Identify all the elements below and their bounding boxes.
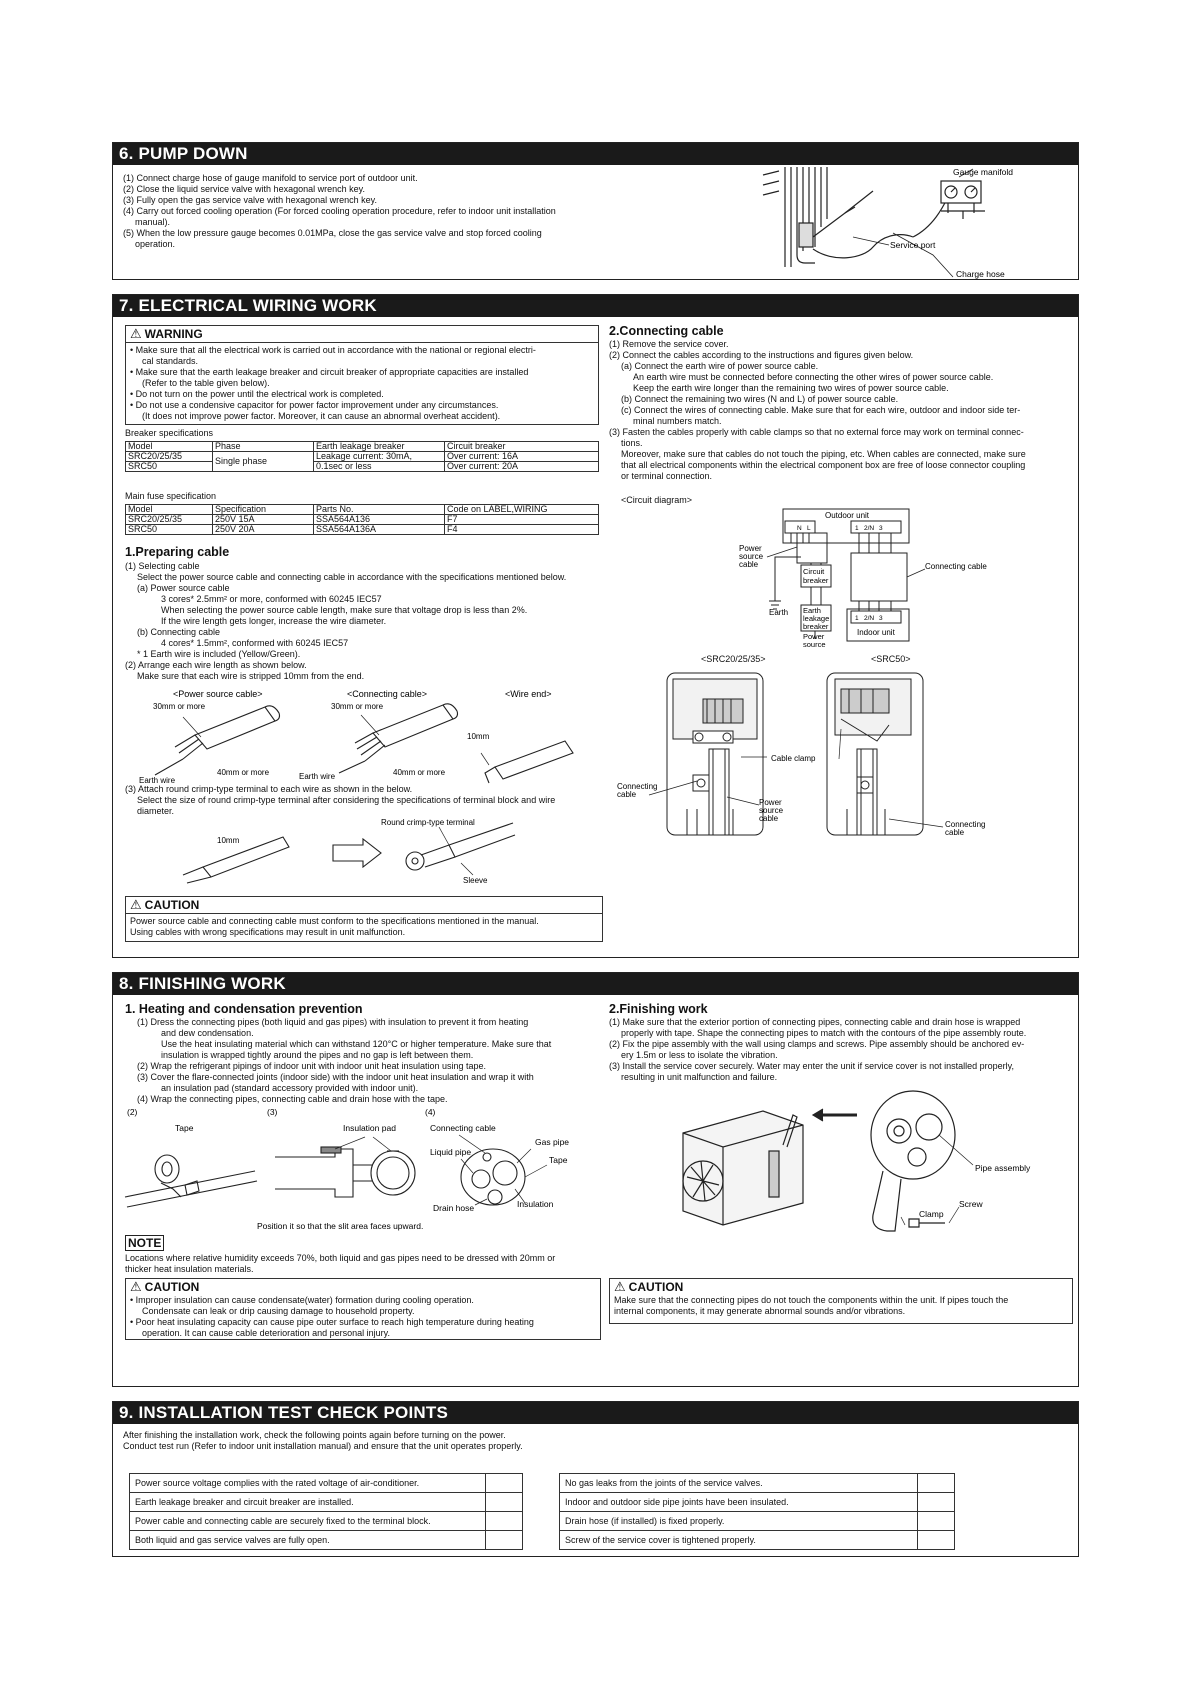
circuit-diagram-label: <Circuit diagram> <box>621 495 693 505</box>
section-title: 9. INSTALLATION TEST CHECK POINTS <box>113 1402 1078 1424</box>
heat-line: insulation is wrapped tightly around the pipes and no gap is left between them. <box>161 1050 474 1060</box>
warning-box <box>125 325 599 425</box>
prep-line: (b) Connecting cable <box>137 627 221 637</box>
power-source-cable-label: source <box>739 552 764 561</box>
crimp-terminal-figure <box>153 817 573 883</box>
caution-line: Using cables with wrong specifications may result in unit malfunction. <box>130 927 406 937</box>
th: Specification <box>213 505 314 515</box>
indoor-unit-label: Indoor unit <box>857 628 895 637</box>
conn-line: that all electrical components within the electrical component box are free of loose connector coupling <box>621 460 1026 470</box>
pipe-assembly-label: Pipe assembly <box>975 1163 1031 1173</box>
crimp-line: Select the size of round crimp-type terminal after considering the specifications of terminal block and wire <box>137 795 556 805</box>
figure-number: (3) <box>267 1107 278 1117</box>
finishing-list <box>609 1017 1071 1083</box>
prep-line: (1) Selecting cable <box>125 561 200 571</box>
cell: Single phase <box>213 452 314 472</box>
service-port-label: Service port <box>890 240 936 250</box>
caution-box <box>609 1278 1073 1324</box>
check-item: Indoor and outdoor side pipe joints have been insulated. <box>560 1493 918 1512</box>
cell: F7 <box>445 515 599 525</box>
th: Circuit breaker <box>445 442 599 452</box>
th: Model <box>126 442 213 452</box>
cell: Leakage current: 30mA, <box>314 452 445 462</box>
pipe-assembly-figure <box>673 1085 1053 1235</box>
caution-box <box>125 896 603 942</box>
terminal-n: N <box>797 525 802 532</box>
step: (4) Carry out forced cooling operation (For forced cooling operation procedure, refer to indoor unit installation <box>123 206 556 216</box>
screw-label: Screw <box>959 1199 983 1209</box>
insulation-pad-label: Insulation pad <box>343 1123 396 1133</box>
th: Model <box>126 505 213 515</box>
circuit-breaker-label: Circuit <box>803 567 825 576</box>
terminal-3: 3 <box>879 615 883 622</box>
note-label: NOTE <box>125 1235 164 1251</box>
section-finishing-work <box>112 972 1079 1387</box>
terminal-1: 1 <box>855 525 859 532</box>
checklist-right <box>559 1473 955 1550</box>
fin-line: (2) Fix the pipe assembly with the wall using clamps and screws. Pipe assembly should be anchored ev- <box>609 1039 1025 1049</box>
check-box[interactable] <box>918 1531 955 1550</box>
round-crimp-label: Round crimp-type terminal <box>381 818 475 827</box>
fuse-spec-table <box>125 504 599 535</box>
fin-line: (1) Make sure that the exterior portion of connecting pipes, connecting cable and drain hose is wrapped <box>609 1017 1021 1027</box>
warning-line: (Refer to the table given below). <box>142 378 270 388</box>
connecting-cable-label: <Connecting cable> <box>347 689 428 699</box>
check-box[interactable] <box>486 1531 523 1550</box>
prep-line: * 1 Earth wire is included (Yellow/Green). <box>137 649 301 659</box>
cell: SRC20/25/35 <box>126 515 213 525</box>
section-pump-down <box>112 142 1079 280</box>
dim-40mm: 40mm or more <box>217 768 270 777</box>
drain-hose-label: Drain hose <box>433 1203 475 1213</box>
power-source-cable-label: cable <box>739 560 759 569</box>
conn-line: (c) Connect the wires of connecting cable. Make sure that for each wire, outdoor and indoor side ter- <box>621 405 1021 415</box>
elb-label: breaker <box>803 622 829 631</box>
heat-line: (1) Dress the connecting pipes (both liquid and gas pipes) with insulation to prevent it from heating <box>137 1017 529 1027</box>
conn-line: An earth wire must be connected before connecting the other wires of power source cable. <box>633 372 994 382</box>
step: manual). <box>135 217 171 227</box>
cell: F4 <box>445 525 599 535</box>
model-label: <SRC20/25/35> <box>701 654 766 664</box>
fuse-spec-label: Main fuse specification <box>125 491 217 501</box>
insulation-figure <box>125 1107 605 1231</box>
section-title: 8. FINISHING WORK <box>113 973 1078 995</box>
heat-line: and dew condensation. <box>161 1028 254 1038</box>
caution-header: ⚠ CAUTION <box>126 897 602 914</box>
section-test-check <box>112 1401 1079 1557</box>
prep-line: 4 cores* 1.5mm², conformed with 60245 IEC57 <box>161 638 349 648</box>
terminal-2n: 2/N <box>864 525 875 532</box>
gauge-manifold-figure <box>753 167 1073 279</box>
connecting-cable-list <box>609 339 1071 482</box>
connecting-cable-label: Connecting <box>945 820 986 829</box>
connecting-cable-label: cable <box>617 790 637 799</box>
table-row <box>560 1531 955 1550</box>
fin-line: (3) Install the service cover securely. Water may enter the unit if service cover is not installed properly, <box>609 1061 1014 1071</box>
power-source-cable-label: Power <box>739 544 762 553</box>
check-intro <box>123 1430 1063 1452</box>
cable-clamp-label: Cable clamp <box>771 754 816 763</box>
prep-line: When selecting the power source cable length, make sure that voltage drop is less than 2%. <box>161 605 528 615</box>
clamp-label: Clamp <box>919 1209 944 1219</box>
section-title: 7. ELECTRICAL WIRING WORK <box>113 295 1078 317</box>
check-box[interactable] <box>918 1493 955 1512</box>
table-row <box>130 1531 523 1550</box>
conn-line: minal numbers match. <box>633 416 722 426</box>
check-item: Power cable and connecting cable are securely fixed to the terminal block. <box>130 1512 486 1531</box>
earth-label: Earth <box>769 608 789 617</box>
heating-title: 1. Heating and condensation prevention <box>125 1002 363 1016</box>
terminal-3: 3 <box>879 525 883 532</box>
figure-number: (4) <box>425 1107 436 1117</box>
fin-line: ery 1.5m or less to isolate the vibration. <box>621 1050 778 1060</box>
conn-line: (3) Fasten the cables properly with cable clamps so that no external force may work on terminal connec- <box>609 427 1024 437</box>
warning-line: • Do not use a condensive capacitor for power factor improvement under any circumstances. <box>130 400 499 410</box>
slit-caption: Position it so that the slit area faces upward. <box>257 1221 424 1231</box>
cell: Over current: 16A <box>445 452 599 462</box>
warning-header: ⚠ WARNING <box>126 326 598 343</box>
table-row <box>560 1512 955 1531</box>
terminal-block-figure <box>609 669 1071 839</box>
th: Phase <box>213 442 314 452</box>
heat-line: (2) Wrap the refrigerant pipings of indoor unit with indoor unit heat insulation using tape. <box>137 1061 487 1071</box>
outdoor-unit-label: Outdoor unit <box>825 511 870 520</box>
model-label: <SRC50> <box>871 654 911 664</box>
wire-end-label: <Wire end> <box>505 689 552 699</box>
gauge-manifold-label: Gauge manifold <box>953 167 1014 177</box>
connecting-cable-label: cable <box>945 828 965 837</box>
fin-line: resulting in unit malfunction and failure. <box>621 1072 778 1082</box>
note-line: thicker heat insulation materials. <box>125 1264 254 1274</box>
table-row <box>560 1474 955 1493</box>
warning-triangle-icon: ⚠ <box>130 1279 142 1294</box>
caution-header: ⚠ CAUTION <box>130 1279 200 1294</box>
elb-label: leakage <box>803 614 830 623</box>
caution-line: • Improper insulation can cause condensate(water) formation during cooling operation. <box>130 1295 474 1305</box>
table-row <box>130 1474 523 1493</box>
connecting-cable-title: 2.Connecting cable <box>609 324 724 338</box>
crimp-line: (3) Attach round crimp-type terminal to each wire as shown in the below. <box>125 784 413 794</box>
power-source-label: source <box>803 640 826 649</box>
circuit-diagram <box>713 507 987 649</box>
heat-line: (3) Cover the flare-connected joints (indoor side) with the indoor unit heat insulation and wrap it with <box>137 1072 534 1082</box>
cell: Over current: 20A <box>445 462 599 472</box>
dim-10mm: 10mm <box>217 836 240 845</box>
preparing-cable-list <box>125 561 605 682</box>
power-source-label: Power <box>803 632 825 641</box>
figure-number: (2) <box>127 1107 138 1117</box>
liquid-pipe-label: Liquid pipe <box>430 1147 472 1157</box>
warning-triangle-icon: ⚠ <box>614 1279 626 1294</box>
warning-triangle-icon: ⚠ <box>130 326 142 341</box>
caution-header: ⚠ CAUTION <box>614 1279 684 1294</box>
heat-line: Use the heat insulating material which can withstand 120°C or higher temperature. Make sure that <box>161 1039 552 1049</box>
caution-line: internal components, it may generate abnormal sounds and/or vibrations. <box>614 1306 906 1316</box>
dim-10mm: 10mm <box>467 732 490 741</box>
crimp-line: diameter. <box>137 806 175 816</box>
connecting-cable-label: Connecting cable <box>430 1123 496 1133</box>
preparing-cable-title: 1.Preparing cable <box>125 545 230 559</box>
th: Earth leakage breaker <box>314 442 445 452</box>
check-box[interactable] <box>486 1474 523 1493</box>
step: operation. <box>135 239 176 249</box>
table-row <box>130 1512 523 1531</box>
check-item: No gas leaks from the joints of the service valves. <box>560 1474 918 1493</box>
check-item: Power source voltage complies with the rated voltage of air-conditioner. <box>130 1474 486 1493</box>
terminal-1: 1 <box>855 615 859 622</box>
cell: 250V 20A <box>213 525 314 535</box>
note-text <box>125 1253 605 1275</box>
table-row <box>560 1493 955 1512</box>
warning-line: cal standards. <box>142 356 199 366</box>
dim-30mm: 30mm or more <box>331 702 384 711</box>
caution-line: Power source cable and connecting cable must conform to the specifications mentioned in the manual. <box>130 916 539 926</box>
conn-line: or terminal connection. <box>621 471 713 481</box>
section-title: 6. PUMP DOWN <box>113 143 1078 165</box>
sleeve-label: Sleeve <box>463 876 488 885</box>
check-item: Drain hose (if installed) is fixed properly. <box>560 1512 918 1531</box>
warning-line: • Make sure that the earth leakage breaker and circuit breaker of appropriate capacities are installed <box>130 367 529 377</box>
prep-line: Select the power source cable and connecting cable in accordance with the specifications mentioned below. <box>137 572 567 582</box>
check-box[interactable] <box>486 1512 523 1531</box>
warning-line: • Make sure that all the electrical work is carried out in accordance with the national or regional electri- <box>130 345 536 355</box>
earth-wire-label: Earth wire <box>139 776 176 785</box>
finishing-title: 2.Finishing work <box>609 1002 708 1016</box>
check-item: Earth leakage breaker and circuit breaker are installed. <box>130 1493 486 1512</box>
cell: SSA564A136 <box>314 515 445 525</box>
elb-label: Earth <box>803 606 821 615</box>
prep-line: (a) Power source cable <box>137 583 230 593</box>
circuit-breaker-label: breaker <box>803 576 829 585</box>
prep-line: (2) Arrange each wire length as shown below. <box>125 660 307 670</box>
charge-hose-label: Charge hose <box>956 269 1005 279</box>
check-box[interactable] <box>486 1493 523 1512</box>
gas-pipe-label: Gas pipe <box>535 1137 570 1147</box>
intro-line: After finishing the installation work, check the following points again before turning on the power. <box>123 1430 506 1440</box>
dim-40mm: 40mm or more <box>393 768 446 777</box>
checklist-left <box>129 1473 523 1550</box>
power-source-cable-label: cable <box>759 814 779 823</box>
heat-line: (4) Wrap the connecting pipes, connecting cable and drain hose with the tape. <box>137 1094 448 1104</box>
check-box[interactable] <box>918 1512 955 1531</box>
tape-label: Tape <box>175 1123 194 1133</box>
heating-list <box>125 1017 605 1105</box>
section-electrical-wiring <box>112 294 1079 958</box>
warning-triangle-icon: ⚠ <box>130 897 142 912</box>
check-item: Both liquid and gas service valves are fully open. <box>130 1531 486 1550</box>
dim-30mm: 30mm or more <box>153 702 206 711</box>
prep-line: If the wire length gets longer, increase the wire diameter. <box>161 616 387 626</box>
caution-line: • Poor heat insulating capacity can cause pipe outer surface to reach high temperature during heating <box>130 1317 534 1327</box>
intro-line: Conduct test run (Refer to indoor unit installation manual) and ensure that the unit operates properly. <box>123 1441 523 1451</box>
warning-line: • Do not turn on the power until the electrical work is completed. <box>130 389 384 399</box>
conn-line: (b) Connect the remaining two wires (N and L) of power source cable. <box>621 394 899 404</box>
breaker-spec-table <box>125 441 599 472</box>
caution-line: Condensate can leak or drip causing damage to household property. <box>142 1306 415 1316</box>
power-source-cable-label: source <box>759 806 784 815</box>
conn-line: (a) Connect the earth wire of power source cable. <box>621 361 819 371</box>
crimp-instructions <box>125 784 605 817</box>
power-source-cable-label: <Power source cable> <box>173 689 263 699</box>
fin-line: properly with tape. Shape the connecting pipes to match with the contours of the pipe assembly route. <box>621 1028 1027 1038</box>
conn-line: (2) Connect the cables according to the instructions and figures given below. <box>609 350 914 360</box>
power-source-cable-label: Power <box>759 798 782 807</box>
warning-list <box>126 343 598 424</box>
caution-line: Make sure that the connecting pipes do not touch the components within the unit. If pipes touch the <box>614 1295 1009 1305</box>
conn-line: (1) Remove the service cover. <box>609 339 729 349</box>
cell: SSA564A136A <box>314 525 445 535</box>
connecting-cable-label: Connecting <box>617 782 658 791</box>
terminal-2n: 2/N <box>864 615 875 622</box>
step: (2) Close the liquid service valve with hexagonal wrench key. <box>123 184 365 194</box>
check-box[interactable] <box>918 1474 955 1493</box>
step: (3) Fully open the gas service valve with hexagonal wrench key. <box>123 195 377 205</box>
check-item: Screw of the service cover is tightened properly. <box>560 1531 918 1550</box>
insulation-label: Insulation <box>517 1199 554 1209</box>
caution-line: operation. It can cause cable deterioration and personal injury. <box>142 1328 390 1338</box>
note-line: Locations where relative humidity exceeds 70%, both liquid and gas pipes need to be dressed with 20mm or <box>125 1253 556 1263</box>
caution-box <box>125 1278 601 1340</box>
wire-length-figure <box>125 687 595 783</box>
cell: 0.1sec or less <box>314 462 445 472</box>
connecting-cable-label: Connecting cable <box>925 562 987 571</box>
conn-line: Moreover, make sure that cables do not touch the piping, etc. When cables are connected, make sure <box>621 449 1026 459</box>
step: (1) Connect charge hose of gauge manifold to service port of outdoor unit. <box>123 173 418 183</box>
cell: SRC50 <box>126 462 213 472</box>
prep-line: 3 cores* 2.5mm² or more, conformed with 60245 IEC57 <box>161 594 382 604</box>
earth-wire-label: Earth wire <box>299 772 336 781</box>
th: Code on LABEL,WIRING <box>445 505 599 515</box>
breaker-spec-label: Breaker specifications <box>125 428 214 438</box>
cell: SRC50 <box>126 525 213 535</box>
conn-line: tions. <box>621 438 643 448</box>
tape-label: Tape <box>549 1155 568 1165</box>
step: (5) When the low pressure gauge becomes 0.01MPa, close the gas service valve and stop forced cooling <box>123 228 542 238</box>
th: Parts No. <box>314 505 445 515</box>
prep-line: Make sure that each wire is stripped 10mm from the end. <box>137 671 365 681</box>
heat-line: an insulation pad (standard accessory provided with indoor unit). <box>161 1083 419 1093</box>
pump-down-steps <box>123 173 713 250</box>
terminal-l: L <box>807 525 811 532</box>
warning-line: (It does not improve power factor. Moreover, it can cause an abnormal overheat accident). <box>142 411 501 421</box>
table-row <box>130 1493 523 1512</box>
conn-line: Keep the earth wire longer than the remaining two wires of power source cable. <box>633 383 949 393</box>
cell: 250V 15A <box>213 515 314 525</box>
cell: SRC20/25/35 <box>126 452 213 462</box>
